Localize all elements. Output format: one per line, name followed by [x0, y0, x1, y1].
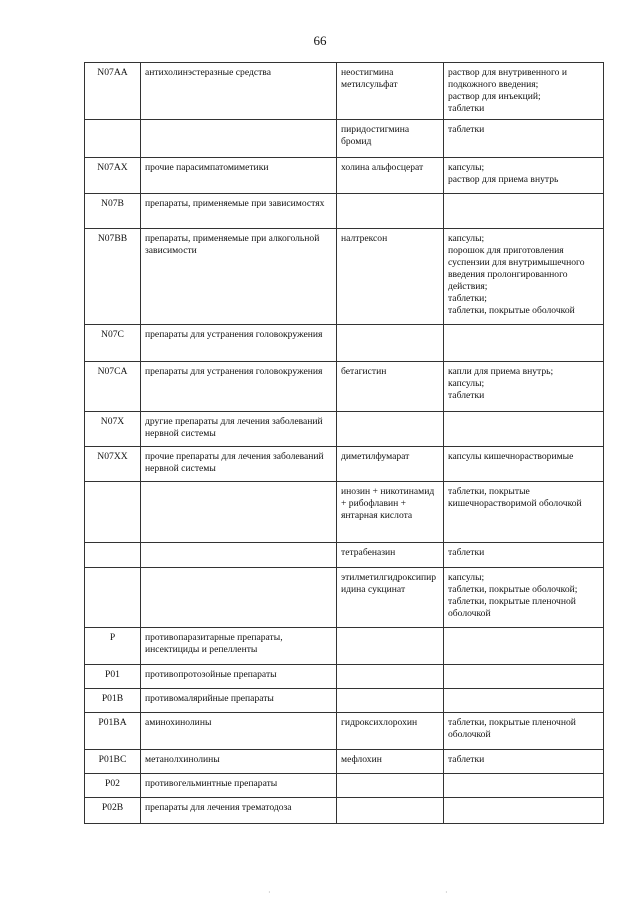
- dosage-forms-cell: [444, 120, 604, 158]
- atc-code-cell: N07XX: [85, 447, 141, 482]
- atc-code-cell: [85, 482, 141, 543]
- table-row: [85, 447, 604, 482]
- dosage-form-line: таблетки, покрытые пленочной оболочкой: [448, 717, 576, 740]
- anatomical-therapeutic-group-cell: прочие парасимпатомиметики: [141, 158, 337, 194]
- drug-name-cell: [337, 689, 444, 713]
- drug-name-cell: диметилфумарат: [337, 447, 444, 482]
- dosage-forms-cell: [444, 158, 604, 194]
- anatomical-therapeutic-group-cell: противогельминтные препараты: [141, 774, 337, 798]
- dosage-form-line: таблетки: [448, 547, 485, 558]
- table-row: [85, 482, 604, 543]
- drug-name-cell: гидроксихлорохин: [337, 713, 444, 750]
- dosage-form-line: таблетки;: [448, 293, 487, 304]
- drug-name-cell: инозин + никотинамид + рибофлавин + янтарная кислота: [337, 482, 444, 543]
- atc-code-cell: [85, 568, 141, 628]
- dosage-forms-cell: [444, 543, 604, 568]
- atc-code-cell: [85, 120, 141, 158]
- dosage-forms-cell: [444, 568, 604, 628]
- dosage-form-line: порошок для приготовления суспензии для внутримышечного введения пролонгированного действия;: [448, 245, 585, 292]
- drug-classification-table: [84, 62, 604, 824]
- table-row: [85, 568, 604, 628]
- anatomical-therapeutic-group-cell: [141, 568, 337, 628]
- anatomical-therapeutic-group-cell: другие препараты для лечения заболеваний нервной системы: [141, 412, 337, 447]
- drug-name-cell: [337, 798, 444, 824]
- anatomical-therapeutic-group-cell: аминохинолины: [141, 713, 337, 750]
- atc-code-cell: P: [85, 628, 141, 665]
- dosage-forms-cell: [444, 750, 604, 774]
- dosage-form-line: таблетки: [448, 390, 485, 401]
- anatomical-therapeutic-group-cell: препараты, применяемые при алкогольной зависимости: [141, 229, 337, 325]
- table-row: [85, 63, 604, 120]
- anatomical-therapeutic-group-cell: препараты для лечения трематодоза: [141, 798, 337, 824]
- dosage-forms-cell: [444, 798, 604, 824]
- dosage-forms-cell: [444, 194, 604, 229]
- dosage-forms-cell: [444, 713, 604, 750]
- anatomical-therapeutic-group-cell: антихолинэстеразные средства: [141, 63, 337, 120]
- atc-code-cell: N07AX: [85, 158, 141, 194]
- atc-code-cell: N07BB: [85, 229, 141, 325]
- drug-name-cell: [337, 412, 444, 447]
- table-row: [85, 362, 604, 412]
- dosage-form-line: таблетки, покрытые оболочкой: [448, 305, 575, 316]
- dosage-forms-cell: [444, 665, 604, 689]
- atc-code-cell: [85, 543, 141, 568]
- atc-code-cell: P02B: [85, 798, 141, 824]
- table-row: [85, 750, 604, 774]
- atc-code-cell: P01BA: [85, 713, 141, 750]
- drug-name-cell: этилметилгидроксипиридина сукцинат: [337, 568, 444, 628]
- dosage-form-line: таблетки: [448, 754, 485, 765]
- dosage-form-line: капсулы;: [448, 378, 485, 389]
- dosage-form-line: раствор для приема внутрь: [448, 174, 559, 185]
- atc-code-cell: P01B: [85, 689, 141, 713]
- dosage-form-line: таблетки: [448, 124, 485, 135]
- atc-code-cell: N07AA: [85, 63, 141, 120]
- drug-name-cell: холина альфосцерат: [337, 158, 444, 194]
- drug-name-cell: [337, 194, 444, 229]
- anatomical-therapeutic-group-cell: [141, 482, 337, 543]
- atc-code-cell: N07B: [85, 194, 141, 229]
- dosage-forms-cell: [444, 412, 604, 447]
- anatomical-therapeutic-group-cell: метанолхинолины: [141, 750, 337, 774]
- drug-name-cell: [337, 628, 444, 665]
- anatomical-therapeutic-group-cell: [141, 543, 337, 568]
- dosage-form-line: капсулы;: [448, 233, 485, 244]
- anatomical-therapeutic-group-cell: противопротозойные препараты: [141, 665, 337, 689]
- atc-code-cell: P01BC: [85, 750, 141, 774]
- anatomical-therapeutic-group-cell: препараты, применяемые при зависимостях: [141, 194, 337, 229]
- drug-name-cell: пиридостигмина бромид: [337, 120, 444, 158]
- dosage-forms-cell: [444, 689, 604, 713]
- dosage-forms-cell: [444, 447, 604, 482]
- drug-name-cell: мефлохин: [337, 750, 444, 774]
- dosage-form-line: капсулы кишечнорастворимые: [448, 451, 574, 462]
- table-row: [85, 325, 604, 362]
- dosage-form-line: таблетки, покрытые кишечнорастворимой оболочкой: [448, 486, 582, 509]
- drug-name-cell: налтрексон: [337, 229, 444, 325]
- table-row: [85, 158, 604, 194]
- dosage-forms-cell: [444, 362, 604, 412]
- drug-name-cell: бетагистин: [337, 362, 444, 412]
- atc-code-cell: N07CA: [85, 362, 141, 412]
- dosage-forms-cell: [444, 774, 604, 798]
- dosage-form-line: капсулы;: [448, 162, 485, 173]
- page-number: 66: [313, 33, 327, 48]
- dosage-form-line: таблетки: [448, 103, 485, 114]
- drug-name-cell: [337, 774, 444, 798]
- table-row: [85, 412, 604, 447]
- dosage-form-line: таблетки, покрытые оболочкой;: [448, 584, 578, 595]
- anatomical-therapeutic-group-cell: препараты для устранения головокружения: [141, 362, 337, 412]
- dosage-forms-cell: [444, 628, 604, 665]
- atc-code-cell: N07C: [85, 325, 141, 362]
- table-row: [85, 120, 604, 158]
- dosage-forms-cell: [444, 63, 604, 120]
- scan-artifact: ·: [268, 888, 271, 897]
- anatomical-therapeutic-group-cell: противопаразитарные препараты, инсектициды и репелленты: [141, 628, 337, 665]
- table-row: [85, 774, 604, 798]
- table-row: [85, 798, 604, 824]
- dosage-form-line: капсулы;: [448, 572, 485, 583]
- table-body: [85, 63, 604, 824]
- table-row: [85, 194, 604, 229]
- drug-name-cell: неостигмина метилсульфат: [337, 63, 444, 120]
- scan-artifact: ·: [445, 888, 448, 897]
- anatomical-therapeutic-group-cell: [141, 120, 337, 158]
- atc-code-cell: P01: [85, 665, 141, 689]
- table-row: [85, 628, 604, 665]
- dosage-form-line: капли для приема внутрь;: [448, 366, 554, 377]
- anatomical-therapeutic-group-cell: препараты для устранения головокружения: [141, 325, 337, 362]
- table-row: [85, 543, 604, 568]
- dosage-forms-cell: [444, 482, 604, 543]
- table-row: [85, 713, 604, 750]
- table-row: [85, 229, 604, 325]
- anatomical-therapeutic-group-cell: прочие препараты для лечения заболеваний нервной системы: [141, 447, 337, 482]
- drug-name-cell: [337, 665, 444, 689]
- dosage-form-line: раствор для внутривенного и подкожного введения;: [448, 67, 567, 90]
- atc-code-cell: P02: [85, 774, 141, 798]
- table-row: [85, 665, 604, 689]
- dosage-form-line: раствор для инъекций;: [448, 91, 541, 102]
- dosage-form-line: таблетки, покрытые пленочной оболочкой: [448, 596, 576, 619]
- drug-name-cell: тетрабеназин: [337, 543, 444, 568]
- atc-code-cell: N07X: [85, 412, 141, 447]
- dosage-forms-cell: [444, 229, 604, 325]
- table-row: [85, 689, 604, 713]
- anatomical-therapeutic-group-cell: противомалярийные препараты: [141, 689, 337, 713]
- dosage-forms-cell: [444, 325, 604, 362]
- drug-name-cell: [337, 325, 444, 362]
